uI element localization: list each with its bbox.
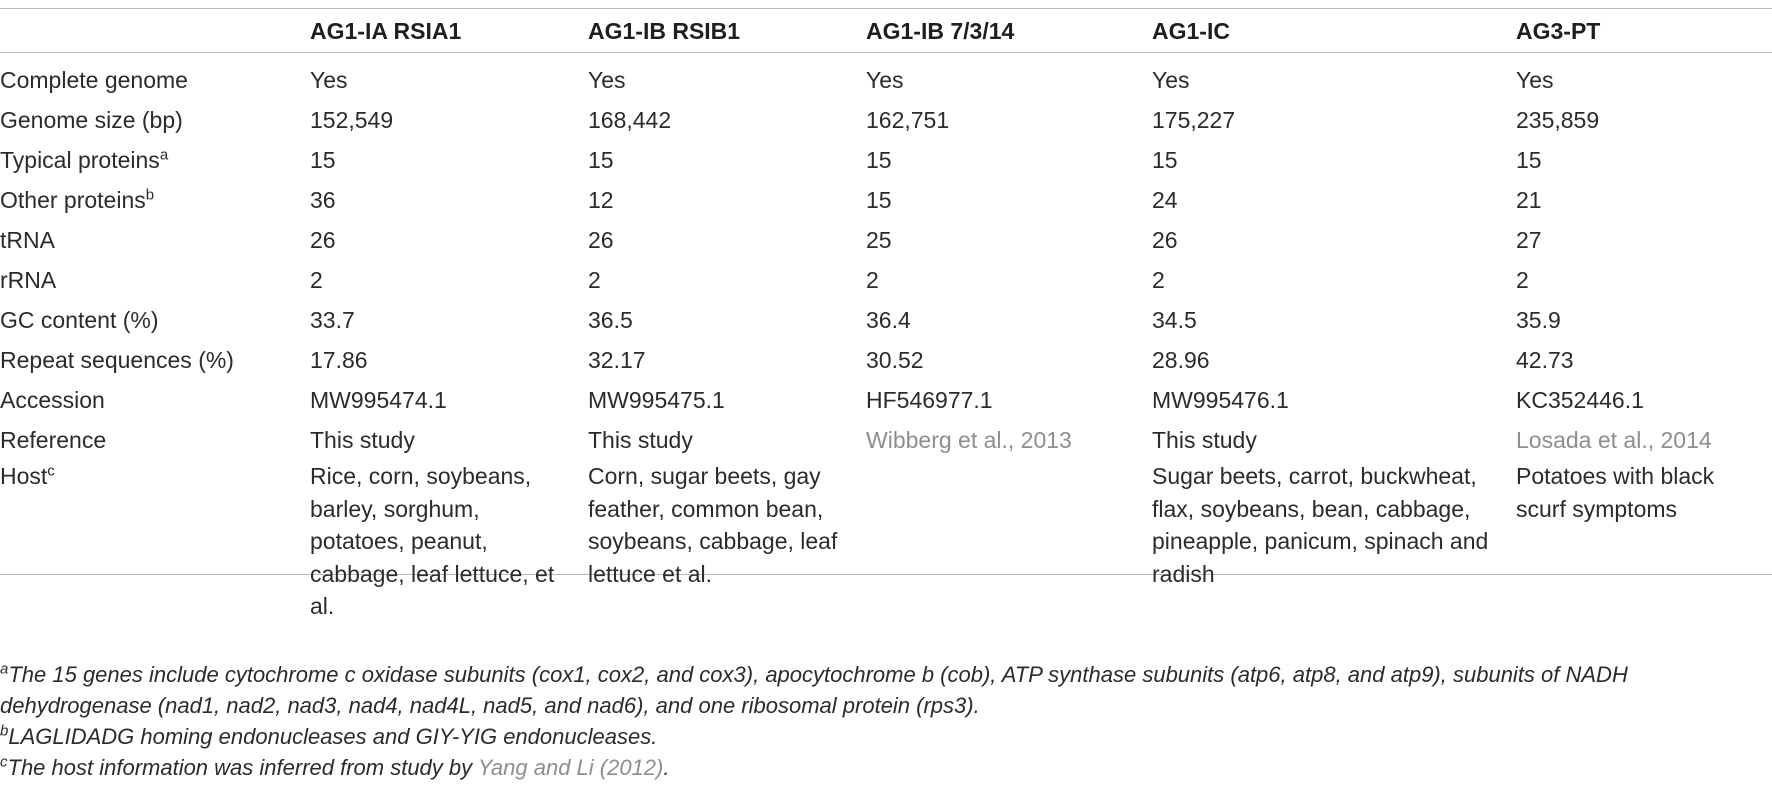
table-cell: Corn, sugar beets, gay feather, common bean, soybeans, cabbage, leaf lettuce et al.	[588, 463, 838, 587]
header-cell: AG1-IB 7/3/14	[866, 17, 1015, 44]
footnote-mark: c	[0, 753, 8, 771]
table-cell: MW995475.1	[588, 387, 725, 413]
table-cell: 26	[588, 227, 614, 253]
table-cell: 12	[588, 187, 614, 213]
table-cell: 35.9	[1516, 307, 1561, 333]
header-cell: AG1-IB RSIB1	[588, 17, 741, 44]
table-cell: 32.17	[588, 347, 646, 373]
table-cell: 2	[588, 267, 601, 293]
table-cell: 168,442	[588, 107, 672, 133]
table-cell: 28.96	[1152, 347, 1210, 373]
table-cell: 17.86	[310, 347, 368, 373]
row-label-text: Genome size (bp)	[0, 107, 183, 133]
table-cell: 26	[1152, 227, 1178, 253]
table-cell: MW995476.1	[1152, 387, 1289, 413]
table-cell: MW995474.1	[310, 387, 447, 413]
row-label-text: Other proteins	[0, 187, 146, 213]
header-row	[0, 10, 1772, 52]
row-label-text: GC content (%)	[0, 307, 159, 333]
footnotes	[0, 659, 1772, 783]
table-cell: 15	[866, 187, 892, 213]
row-label	[0, 340, 310, 380]
table-cell: HF546977.1	[866, 387, 993, 413]
table-row	[0, 100, 1772, 140]
table-row	[0, 52, 1772, 100]
footnote-b	[0, 721, 1772, 752]
table-row	[0, 380, 1772, 420]
row-label	[0, 300, 310, 340]
table-cell: This study	[1152, 427, 1257, 453]
row-label-text: Repeat sequences (%)	[0, 347, 234, 373]
row-label	[0, 220, 310, 260]
table-cell: Yes	[310, 67, 348, 93]
footnote-text: LAGLIDADG homing endonucleases and GIY-YIG endonucleases.	[8, 724, 658, 749]
table-cell: Potatoes with black scurf symptoms	[1516, 463, 1715, 522]
table-cell: 30.52	[866, 347, 924, 373]
row-label	[0, 180, 310, 220]
table-cell: 36.4	[866, 307, 911, 333]
footnote-tail: .	[663, 755, 670, 780]
row-label-text: rRNA	[0, 267, 57, 293]
table-cell: 42.73	[1516, 347, 1574, 373]
table-cell: 15	[588, 147, 614, 173]
table-cell: 15	[1516, 147, 1542, 173]
table-cell: 24	[1152, 187, 1178, 213]
table-cell: 25	[866, 227, 892, 253]
footnote-ref: c	[47, 462, 55, 480]
table-cell: 27	[1516, 227, 1542, 253]
table-cell: 175,227	[1152, 107, 1236, 133]
row-label-text: Host	[0, 463, 48, 489]
header-cell: AG1-IC	[1152, 17, 1230, 44]
row-label	[0, 52, 310, 100]
footnote-a	[0, 659, 1772, 721]
table-cell: Sugar beets, carrot, buckwheat, flax, soybeans, bean, cabbage, pineapple, panicum, spinach and radish	[1152, 463, 1489, 587]
row-label	[0, 100, 310, 140]
genome-comparison-table	[0, 10, 1772, 623]
footnote-ref: a	[159, 146, 169, 164]
row-label	[0, 420, 310, 460]
table-cell: This study	[310, 427, 415, 453]
table-cell: 15	[1152, 147, 1178, 173]
table-cell: Yes	[866, 67, 904, 93]
footnote-c	[0, 752, 1772, 783]
table-cell: 36	[310, 187, 336, 213]
table-cell: 152,549	[310, 107, 394, 133]
reference-link[interactable]: Wibberg et al., 2013	[866, 427, 1072, 453]
footnote-text: The 15 genes include cytochrome c oxidase subunits (cox1, cox2, and cox3), apocytochrome b (cob), ATP synthase subunits (atp6, atp8, and atp9), subunits of NADH dehydrogenase (nad1, nad2, nad3, nad4, nad4L, nad5, and nad6), and one ribosomal protein (rps3).	[0, 662, 1628, 718]
header-cell: AG3-PT	[1516, 17, 1601, 44]
row-label-text: Accession	[0, 387, 105, 413]
table-row	[0, 220, 1772, 260]
table-row	[0, 420, 1772, 460]
table-cell: Yes	[1516, 67, 1554, 93]
citation-link[interactable]: Yang and Li (2012)	[477, 755, 664, 780]
table-cell: 36.5	[588, 307, 633, 333]
table-cell: 162,751	[866, 107, 950, 133]
table-row	[0, 460, 1772, 623]
table-row	[0, 180, 1772, 220]
row-label	[0, 460, 310, 623]
table-cell: Yes	[1152, 67, 1190, 93]
table-cell: 15	[310, 147, 336, 173]
table-cell: Yes	[588, 67, 626, 93]
table-row	[0, 300, 1772, 340]
footnote-text: The host information was inferred from study by	[7, 755, 478, 780]
footnote-mark: a	[0, 660, 9, 678]
table-cell: 33.7	[310, 307, 355, 333]
table-row	[0, 140, 1772, 180]
row-label	[0, 260, 310, 300]
footnote-mark: b	[0, 722, 9, 740]
table-cell: 2	[1516, 267, 1529, 293]
table-cell: 21	[1516, 187, 1542, 213]
table-cell: 34.5	[1152, 307, 1197, 333]
table-cell: 2	[310, 267, 323, 293]
row-label-text: Typical proteins	[0, 147, 160, 173]
table-row	[0, 260, 1772, 300]
table-cell: 235,859	[1516, 107, 1600, 133]
table-cell	[866, 460, 1152, 623]
header-cell	[0, 10, 310, 52]
table-cell: 2	[1152, 267, 1165, 293]
table-row	[0, 340, 1772, 380]
row-label-text: tRNA	[0, 227, 55, 253]
reference-link[interactable]: Losada et al., 2014	[1516, 427, 1712, 453]
table-cell: KC352446.1	[1516, 387, 1644, 413]
table-cell: This study	[588, 427, 693, 453]
row-label-text: Complete genome	[0, 67, 188, 93]
footnote-ref: b	[145, 186, 155, 204]
table-cell: 2	[866, 267, 879, 293]
table-cell: 15	[866, 147, 892, 173]
top-rule	[0, 8, 1772, 9]
row-label	[0, 140, 310, 180]
table-cell: 26	[310, 227, 336, 253]
row-label	[0, 380, 310, 420]
header-cell: AG1-IA RSIA1	[310, 17, 462, 44]
row-label-text: Reference	[0, 427, 107, 453]
table-cell: Rice, corn, soybeans, barley, sorghum, potatoes, peanut, cabbage, leaf lettuce, et al.	[310, 463, 555, 619]
